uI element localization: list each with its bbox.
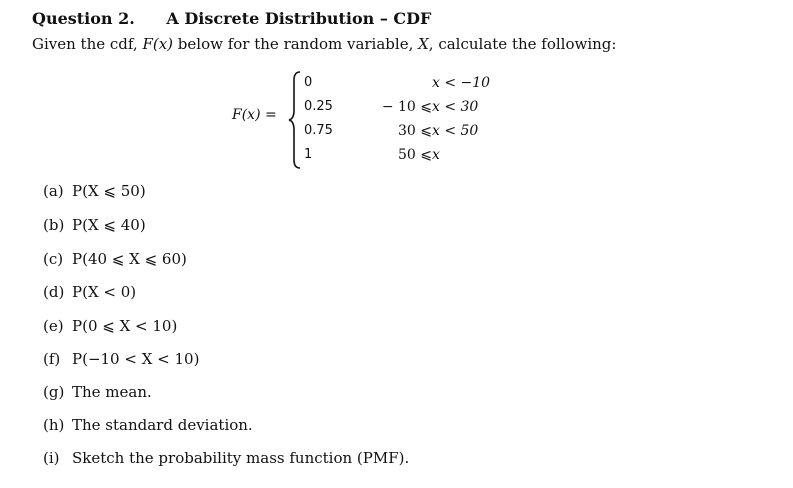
part-item — [43, 182, 146, 200]
question-label: Question 2. — [32, 9, 135, 28]
intro-fx: F(x) — [142, 35, 174, 53]
part-label: (e) — [43, 317, 64, 335]
cdf-lower-bound: 50 ⩽ — [398, 147, 432, 163]
question-title: A Discrete Distribution – CDF — [166, 9, 432, 28]
part-label: (f) — [43, 350, 61, 368]
intro-post: , calculate the following: — [428, 35, 617, 53]
cdf-upper-bound: x < 30 — [432, 99, 479, 115]
part-item — [43, 383, 152, 401]
part-label: (c) — [43, 250, 64, 268]
part-text: The mean. — [72, 383, 152, 401]
left-brace-icon — [288, 70, 302, 170]
cdf-lower-bound: − 10 ⩽ — [381, 99, 432, 115]
cdf-value: 0.75 — [304, 123, 333, 138]
intro-var: X — [418, 35, 429, 53]
intro-pre: Given the cdf, — [32, 35, 143, 53]
cdf-value: 0.25 — [304, 99, 333, 114]
cdf-upper-bound: x < −10 — [432, 75, 491, 91]
part-text: P(0 ⩽ X < 10) — [72, 317, 178, 335]
part-text: The standard deviation. — [72, 416, 253, 434]
part-label: (b) — [43, 216, 65, 234]
part-text: Sketch the probability mass function (PMF). — [72, 449, 410, 467]
part-item — [43, 449, 409, 467]
part-label: (h) — [43, 416, 65, 434]
part-item — [43, 283, 136, 301]
part-label: (d) — [43, 283, 65, 301]
part-text: P(X ⩽ 50) — [72, 182, 146, 200]
intro-text — [32, 35, 616, 53]
cdf-lhs: F(x) = — [232, 107, 277, 123]
cdf-lower-bound: 30 ⩽ — [398, 123, 432, 139]
part-label: (g) — [43, 383, 65, 401]
intro-mid: below for the random variable, — [173, 35, 419, 53]
part-item — [43, 250, 187, 268]
part-text: P(X < 0) — [72, 283, 137, 301]
cdf-value: 0 — [304, 75, 313, 90]
part-text: P(40 ⩽ X ⩽ 60) — [72, 250, 187, 268]
cdf-value: 1 — [304, 147, 313, 162]
part-text: P(−10 < X < 10) — [72, 350, 200, 368]
cdf-upper-bound: x — [432, 147, 440, 163]
part-text: P(X ⩽ 40) — [72, 216, 146, 234]
cdf-upper-bound: x < 50 — [432, 123, 479, 139]
part-label: (a) — [43, 182, 64, 200]
part-item — [43, 350, 199, 368]
part-item — [43, 216, 146, 234]
question-heading — [32, 9, 431, 28]
cdf-definition — [232, 70, 532, 170]
part-item — [43, 416, 253, 434]
part-item — [43, 317, 177, 335]
part-label: (i) — [43, 449, 60, 467]
